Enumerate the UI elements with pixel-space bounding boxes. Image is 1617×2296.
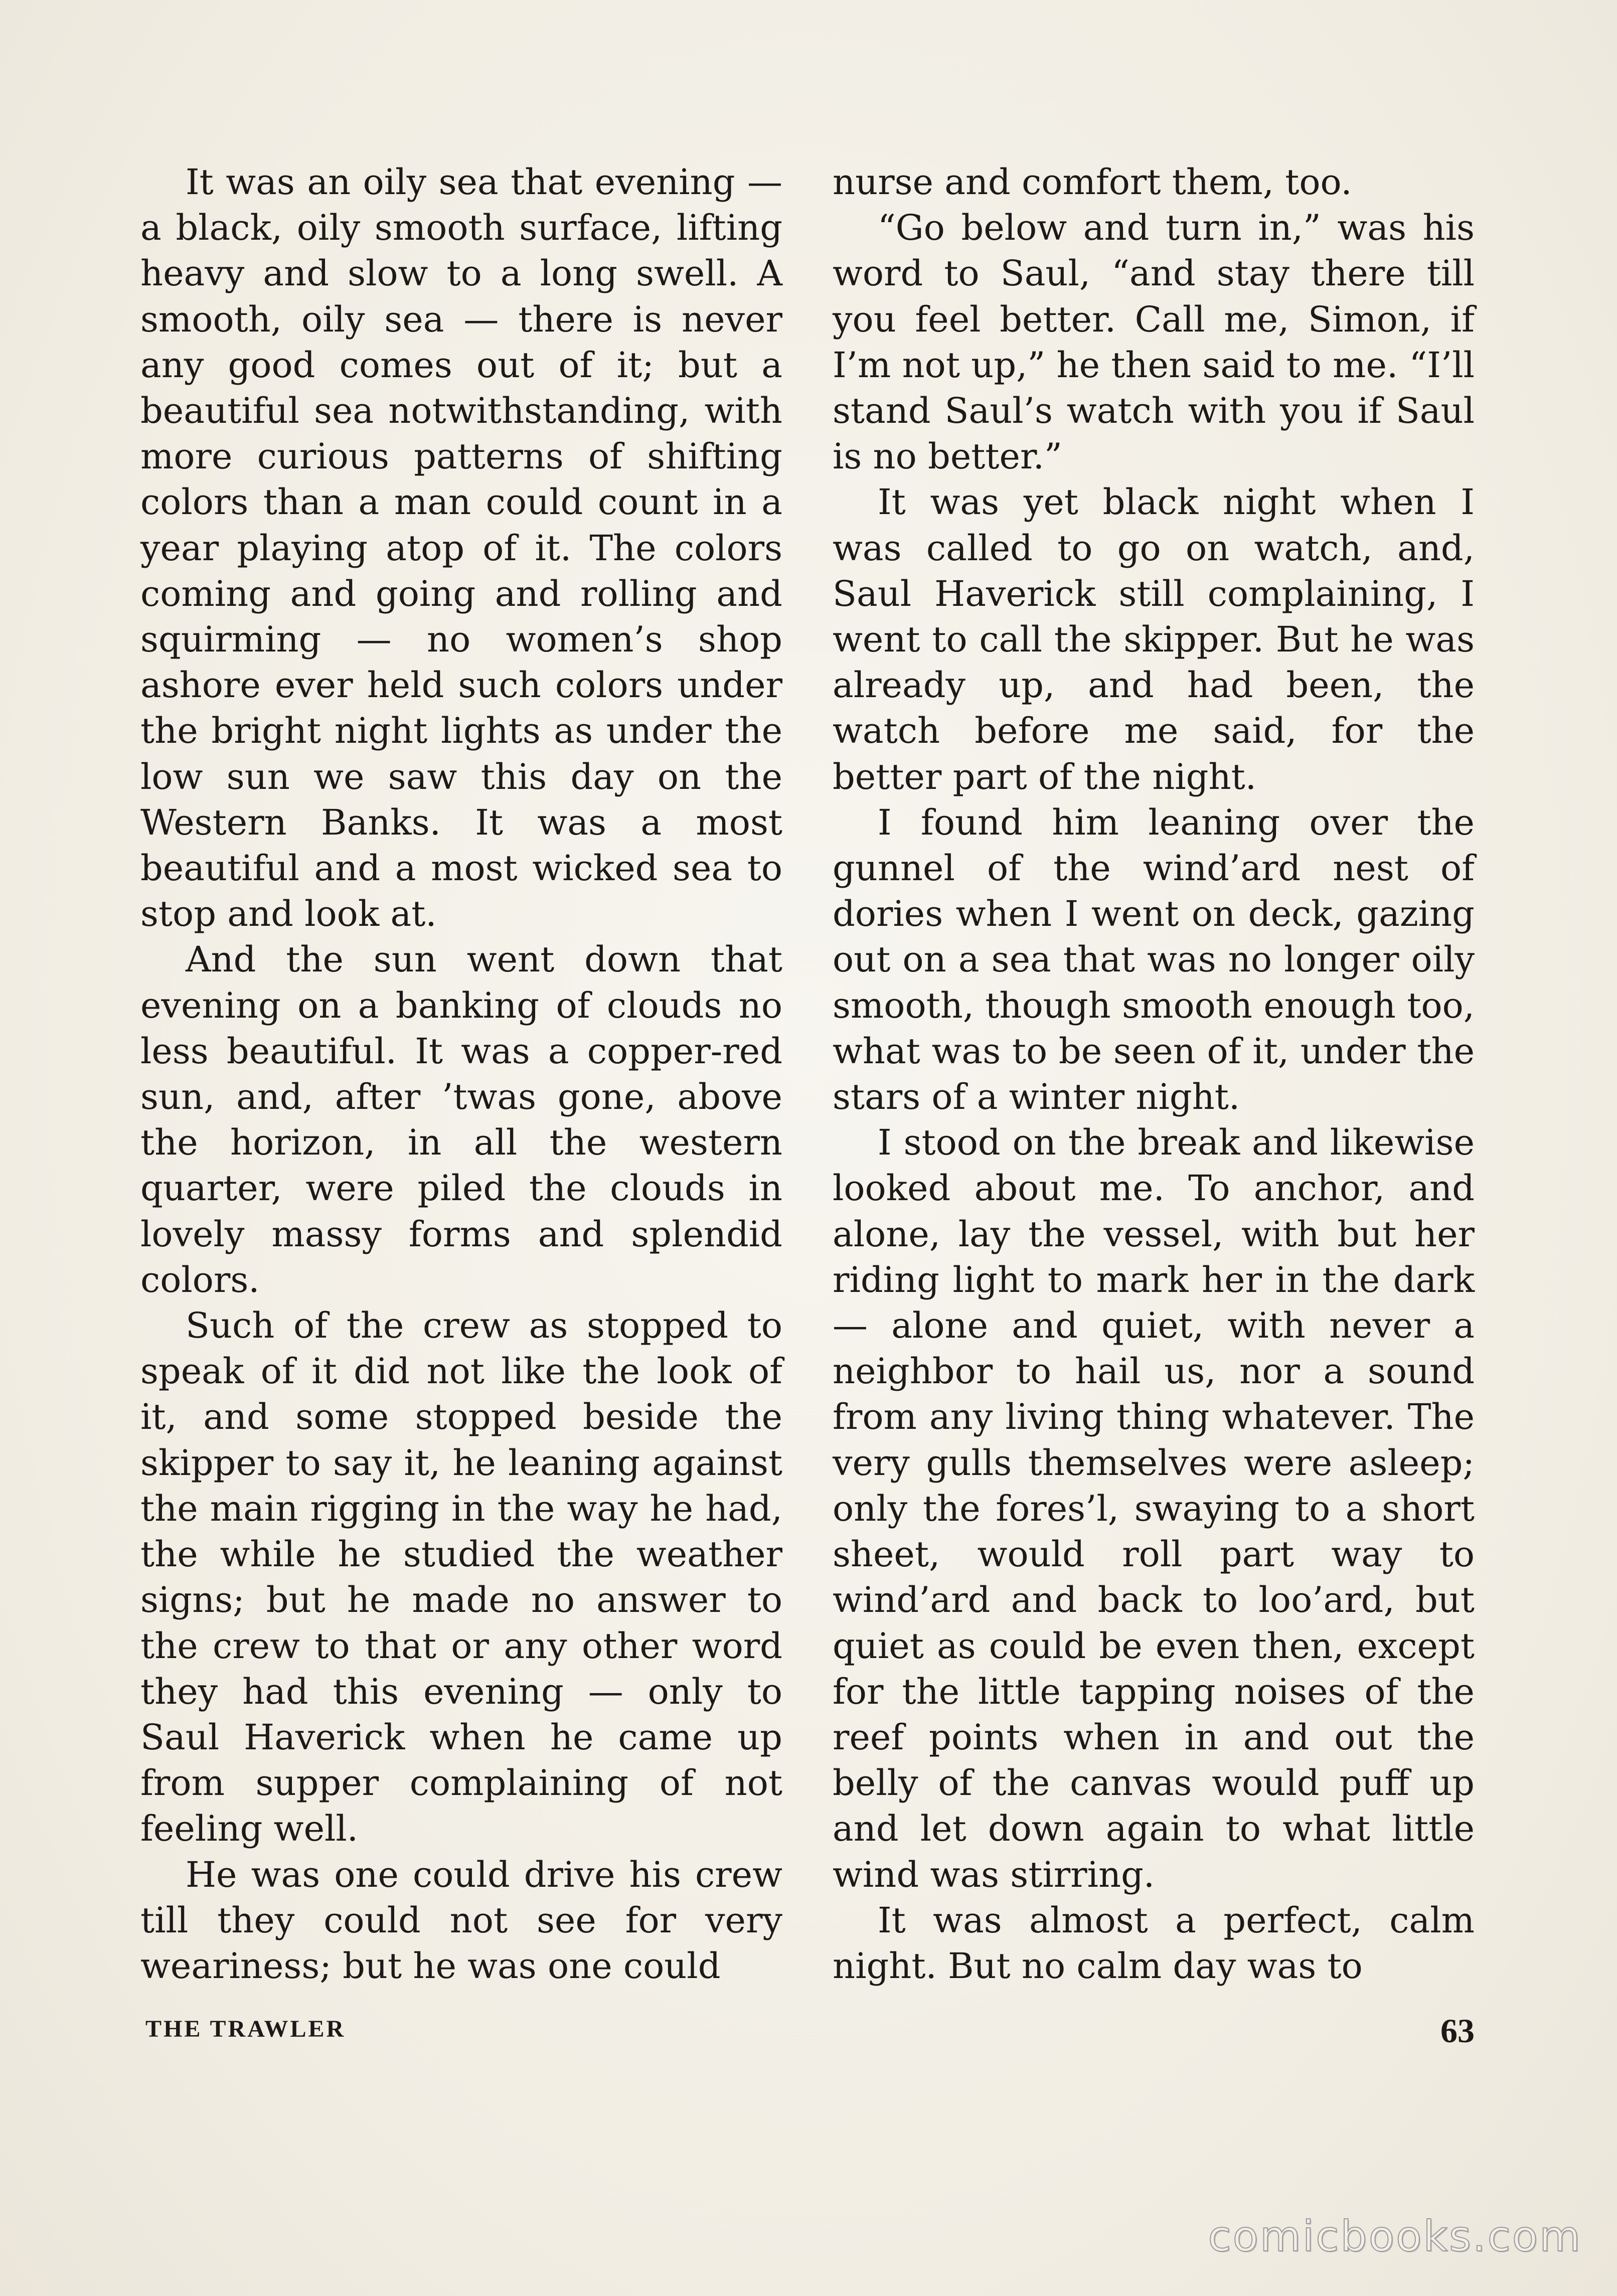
paragraph: It was yet black night when I was called to go on watch, and, Saul Haverick still complaining, I went to call the skipper. But he was already up, and had been, the watch before me said, for the better part of the night. [833,481,1475,797]
left-text-column [140,159,782,1989]
paragraph: He was one could drive his crew till they could not see for very weariness; but he was one could [140,1854,782,1987]
paragraph: I stood on the break and likewise looked about me. To anchor, and alone, lay the vessel, with but her riding light to mark her in the dark — alone and quiet, with never a neighbor to hail us, nor a sound from any living thing whatever. The very gulls themselves were asleep; only the fores’l, swaying to a short sheet, would roll part way to wind’ard and back to loo’ard, but quiet as could be even then, except for the little tapping noises of the reef points when in and out the belly of the canvas would puff up and let down again to what little wind was stirring. [833,1122,1475,1895]
paragraph: It was almost a perfect, calm night. But no calm day was to [833,1899,1475,1987]
watermark: comicbooks.com [1208,2212,1582,2261]
right-text-column [833,159,1475,1989]
paragraph: It was an oily sea that evening — a black, oily smooth surface, lifting heavy and slow to a long swell. A smooth, oily sea — there is never any good comes out of it; but a beautiful sea notwithstanding, with more curious patterns of shifting colors than a man could count in a year playing atop of it. The colors coming and going and rolling and squirming — no women’s shop ashore ever held such colors under the bright night lights as under the low sun we saw this day on the Western Banks. It was a most beautiful and a most wicked sea to stop and look at. [140,161,782,935]
page-number: 63 [1440,2012,1475,2050]
paragraph: nurse and comfort them, too. [833,161,1352,203]
paragraph: I found him leaning over the gunnel of the wind’ard nest of dories when I went on deck, gazing out on a sea that was no longer oily smooth, though smooth enough too, what was to be seen of it, under the stars of a winter night. [833,801,1475,1118]
paragraph: And the sun went down that evening on a banking of clouds no less beautiful. It was a copper-red sun, and, after ’twas gone, above the horizon, in all the western quarter, were piled the clouds in lovely massy forms and splendid colors. [140,939,782,1300]
paragraph: “Go below and turn in,” was his word to Saul, “and stay there till you feel better. Call me, Simon, if I’m not up,” he then said to me. “I’ll stand Saul’s watch with you if Saul is no better.” [833,207,1475,477]
running-title: THE TRAWLER [145,2016,346,2042]
paragraph: Such of the crew as stopped to speak of it did not like the look of it, and some stopped beside the skipper to say it, he leaning against the main rigging in the way he had, the while he studied the weather signs; but he made no answer to the crew to that or any other word they had this evening — only to Saul Haverick when he came up from supper complaining of not feeling well. [140,1305,782,1850]
page-footer [145,2011,1475,2051]
